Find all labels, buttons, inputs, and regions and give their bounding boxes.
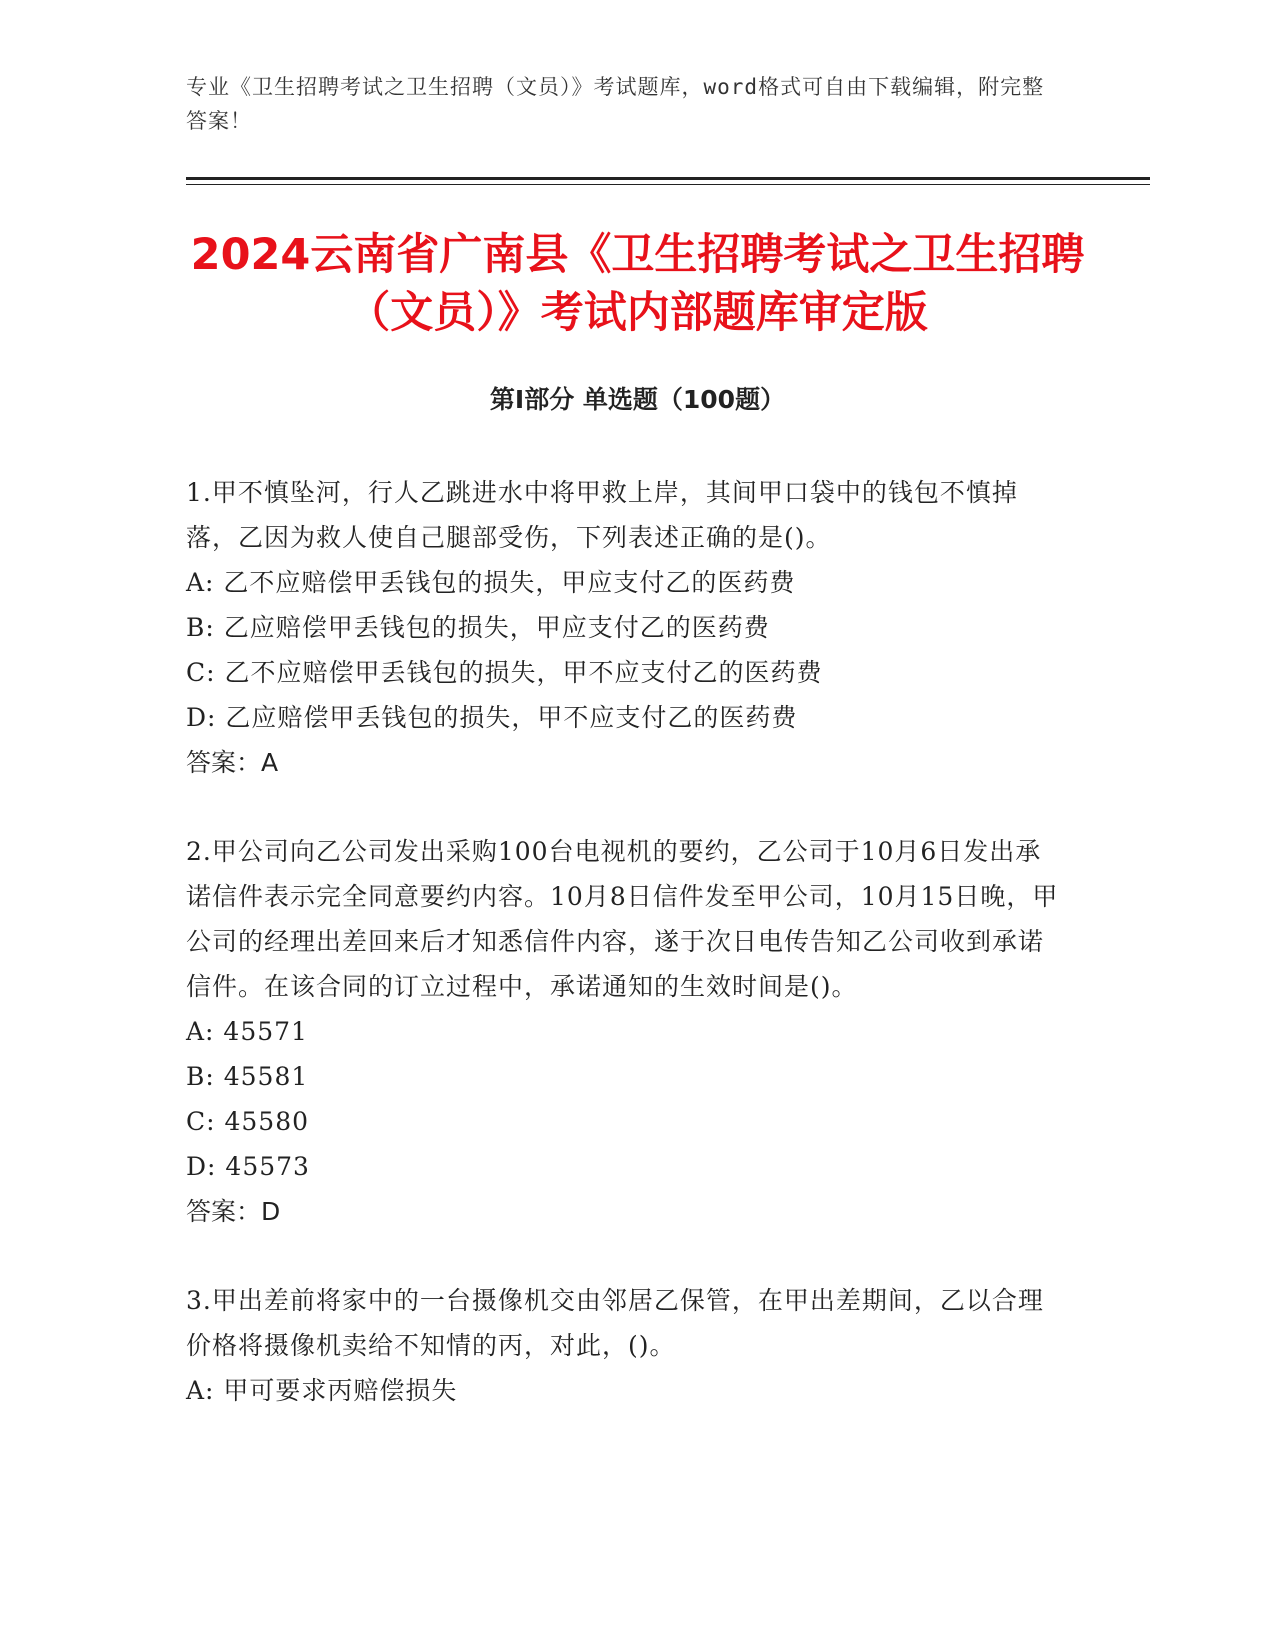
answer: 答案：A — [186, 748, 279, 777]
option-b: B: 乙应赔偿甲丢钱包的损失，甲应支付乙的医药费 — [186, 613, 770, 642]
document-title: 2024云南省广南县《卫生招聘考试之卫生招聘（文员）》考试内部题库审定版 — [190, 230, 1085, 338]
question-3 — [186, 1278, 1066, 1413]
header-rule-thin — [186, 184, 1150, 185]
question-2 — [186, 829, 1066, 1234]
option-d: D: 乙应赔偿甲丢钱包的损失，甲不应支付乙的医药费 — [186, 703, 798, 732]
answer: 答案：D — [186, 1197, 281, 1226]
option-a: A: 45571 — [186, 1017, 308, 1046]
question-1 — [186, 470, 1066, 785]
question-stem: 2.甲公司向乙公司发出采购100台电视机的要约，乙公司于10月6日发出承诺信件表示完全同意要约内容。10月8日信件发至甲公司，10月15日晚，甲公司的经理出差回来后才知悉信件内容，遂于次日电传告知乙公司收到承诺信件。在该合同的订立过程中，承诺通知的生效时间是()。 — [186, 837, 1059, 1001]
option-c: C: 45580 — [186, 1107, 310, 1136]
option-d: D: 45573 — [186, 1152, 310, 1181]
question-list — [186, 470, 1066, 1457]
option-a: A: 乙不应赔偿甲丢钱包的损失，甲应支付乙的医药费 — [186, 568, 796, 597]
question-stem: 1.甲不慎坠河，行人乙跳进水中将甲救上岸，其间甲口袋中的钱包不慎掉落，乙因为救人使自己腿部受伤，下列表述正确的是()。 — [186, 478, 1018, 552]
option-a: A: 甲可要求丙赔偿损失 — [186, 1376, 458, 1405]
header-note: 专业《卫生招聘考试之卫生招聘（文员）》考试题库，word格式可自由下载编辑，附完整答案！ — [186, 75, 1045, 133]
option-c: C: 乙不应赔偿甲丢钱包的损失，甲不应支付乙的医药费 — [186, 658, 823, 687]
option-b: B: 45581 — [186, 1062, 309, 1091]
header-rule-thick — [186, 177, 1150, 180]
section-title: 第Ⅰ部分 单选题（100题） — [489, 385, 786, 414]
question-stem: 3.甲出差前将家中的一台摄像机交由邻居乙保管，在甲出差期间，乙以合理价格将摄像机卖给不知情的丙，对此，()。 — [186, 1286, 1044, 1360]
